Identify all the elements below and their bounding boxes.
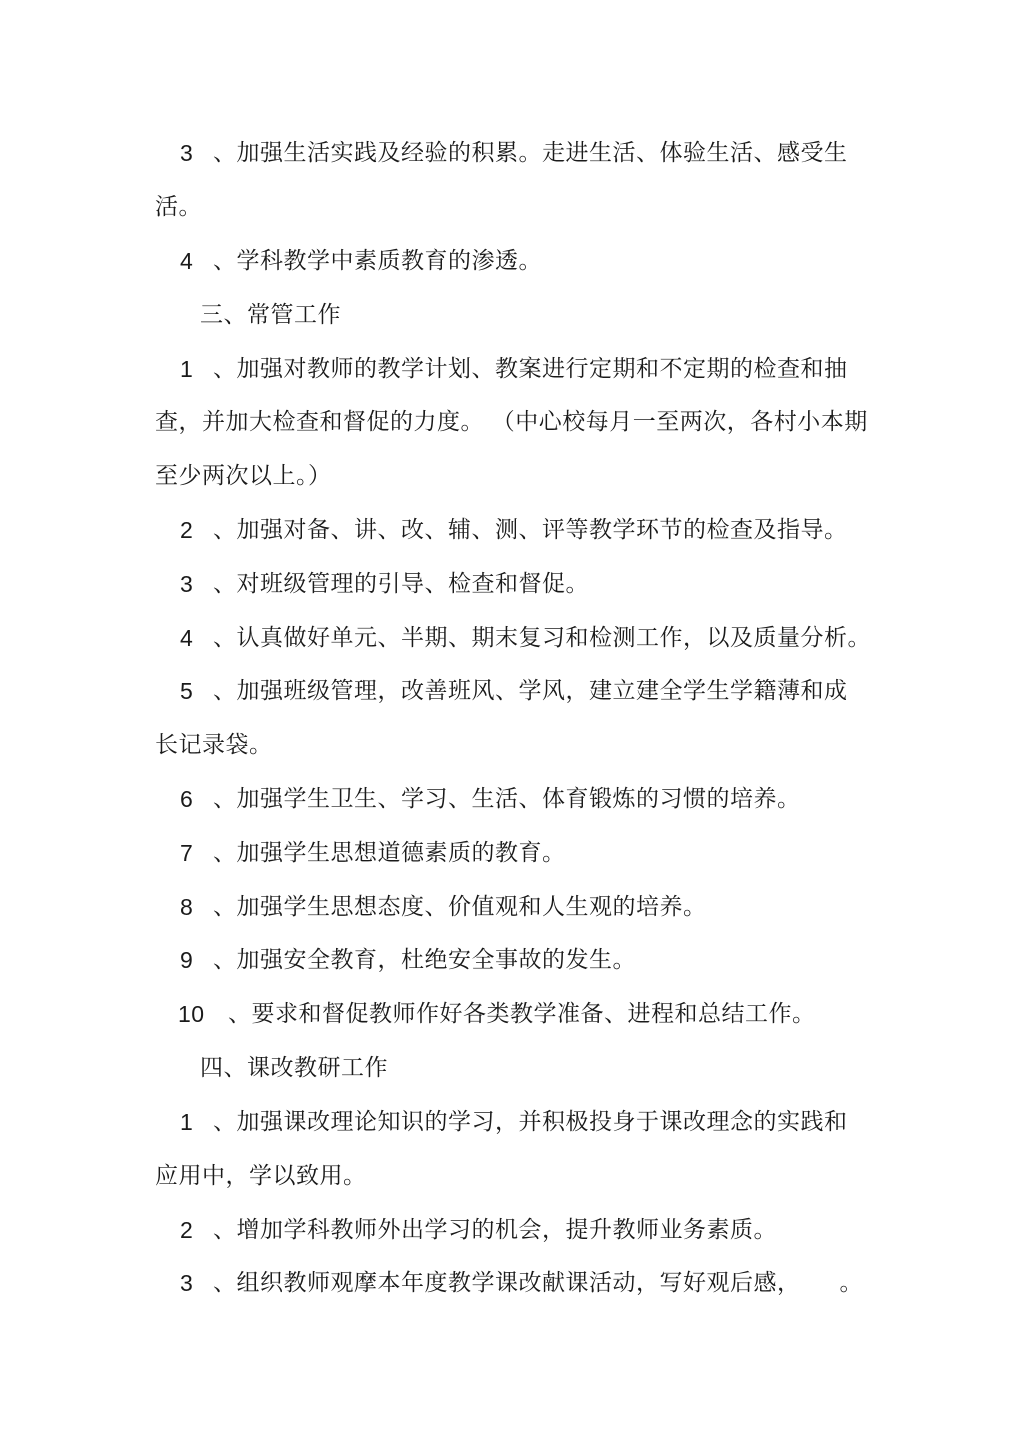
item-number: 3 [180, 140, 194, 166]
item-text: 、增加学科教师外出学习的机会，提升教师业务素质。 [213, 1217, 777, 1243]
item-text-continuation: 长记录袋。 [155, 732, 273, 758]
item-number: 3 [180, 1270, 194, 1296]
item-number: 3 [180, 571, 194, 597]
section-heading-text: 四、课改教研工作 [200, 1055, 388, 1081]
item-text-continuation: 应用中，学以致用。 [155, 1163, 367, 1189]
item-number: 6 [180, 786, 194, 812]
item-text-continuation: 至少两次以上。） [155, 463, 332, 489]
item-number: 5 [180, 678, 194, 704]
item-text: 、加强班级管理，改善班风、学风，建立建全学生学籍薄和成 [213, 678, 848, 704]
item-number: 8 [180, 894, 194, 920]
item-number: 7 [180, 840, 194, 866]
item-number: 10 [178, 1001, 205, 1027]
item-text: 、要求和督促教师作好各类教学准备、进程和总结工作。 [228, 1001, 816, 1027]
section-heading-text: 三、常管工作 [200, 302, 341, 328]
item-text: 、加强生活实践及经验的积累。走进生活、体验生活、感受生 [213, 140, 848, 166]
item-text: 、加强学生思想道德素质的教育。 [213, 840, 566, 866]
item-number: 4 [180, 625, 194, 651]
item-number: 2 [180, 517, 194, 543]
item-text: 、加强学生卫生、学习、生活、体育锻炼的习惯的培养。 [213, 786, 801, 812]
item-number: 1 [180, 1109, 194, 1135]
item-number: 1 [180, 356, 194, 382]
item-number: 2 [180, 1217, 194, 1243]
item-text: 、认真做好单元、半期、期末复习和检测工作，以及质量分析。 [213, 625, 871, 651]
item-text: 、加强学生思想态度、价值观和人生观的培养。 [213, 894, 707, 920]
item-text: 、组织教师观摩本年度教学课改献课活动，写好观后感， 。 [213, 1270, 864, 1296]
item-text-continuation: 活。 [155, 194, 202, 220]
item-text: 、加强对教师的教学计划、教案进行定期和不定期的检查和抽 [213, 356, 848, 382]
item-number: 9 [180, 947, 194, 973]
item-text: 、学科教学中素质教育的渗透。 [213, 248, 542, 274]
item-text: 、加强课改理论知识的学习，并积极投身于课改理念的实践和 [213, 1109, 848, 1135]
item-text-continuation: 查，并加大检查和督促的力度。 （中心校每月一至两次，各村小本期 [155, 409, 868, 435]
item-number: 4 [180, 248, 194, 274]
item-text: 、对班级管理的引导、检查和督促。 [213, 571, 589, 597]
item-text: 、加强安全教育，杜绝安全事故的发生。 [213, 947, 636, 973]
item-text: 、加强对备、讲、改、辅、测、评等教学环节的检查及指导。 [213, 517, 848, 543]
